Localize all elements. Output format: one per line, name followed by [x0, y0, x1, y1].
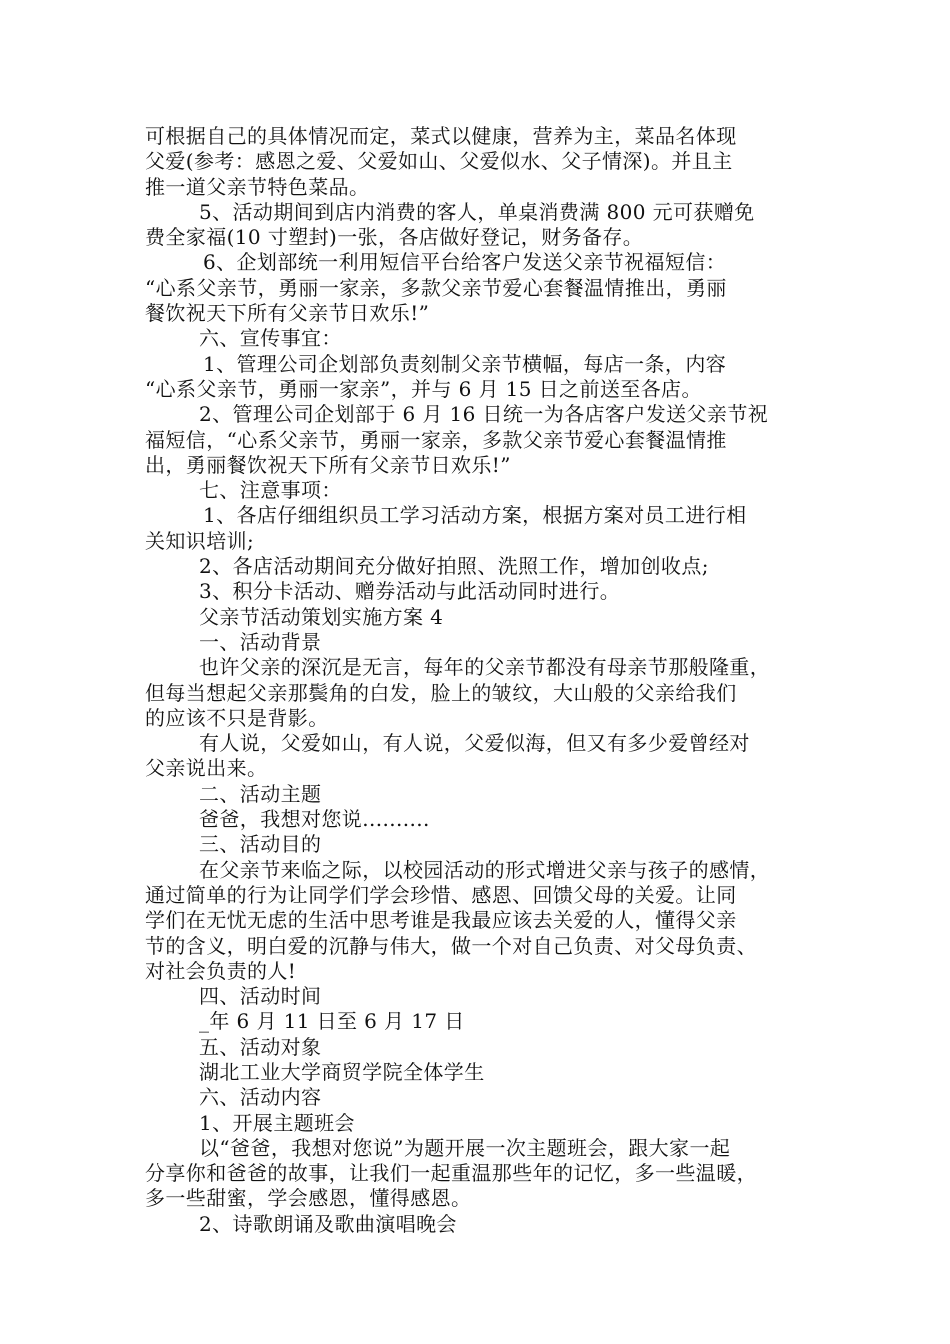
text-line: 1、开展主题班会: [199, 1110, 355, 1135]
text-line: 5、活动期间到店内消费的客人，单桌消费满 800 元可获赠免: [199, 199, 755, 224]
text-line: _年 6 月 11 日至 6 月 17 日: [199, 1009, 465, 1034]
text-line: 爸爸，我想对您说..........: [199, 807, 430, 832]
text-line: 出，勇丽餐饮祝天下所有父亲节日欢乐!”: [145, 452, 511, 477]
text-line: “心系父亲节，勇丽一家亲”，并与 6 月 15 日之前送至各店。: [145, 376, 702, 401]
text-line: 餐饮祝天下所有父亲节日欢乐!”: [145, 301, 430, 326]
text-line: 父爱(参考：感恩之爱、父爱如山、父爱似水、父子情深)。并且主: [145, 149, 733, 174]
text-line: 1、各店仔细组织员工学习活动方案，根据方案对员工进行相: [203, 503, 747, 528]
text-line: 2、诗歌朗诵及歌曲演唱晚会: [199, 1211, 457, 1236]
section-heading: 三、活动目的: [199, 832, 322, 857]
section-heading: 五、活动对象: [199, 1034, 322, 1059]
document-page: [145, 124, 825, 1237]
text-line: 节的含义，明白爱的沉静与伟大，做一个对自己负责、对父母负责、: [145, 933, 757, 958]
text-line: 湖北工业大学商贸学院全体学生: [199, 1059, 485, 1084]
text-line: 关知识培训;: [145, 528, 255, 553]
text-line: 学们在无忧无虑的生活中思考谁是我最应该去关爱的人，懂得父亲: [145, 908, 737, 933]
text-line: 多一些甜蜜，学会感恩，懂得感恩。: [145, 1186, 472, 1211]
text-line: 但每当想起父亲那鬓角的白发，脸上的皱纹，大山般的父亲给我们: [145, 680, 737, 705]
text-line: 分享你和爸爸的故事，让我们一起重温那些年的记忆，多一些温暖，: [145, 1161, 757, 1186]
text-line: 推一道父亲节特色菜品。: [145, 174, 370, 199]
text-line: 费全家福(10 寸塑封)一张，各店做好登记，财务备存。: [145, 225, 644, 250]
text-line: “心系父亲节，勇丽一家亲，多款父亲节爱心套餐温情推出，勇丽: [145, 275, 727, 300]
text-line: 通过简单的行为让同学们学会珍惜、感恩、回馈父母的关爱。让同: [145, 882, 737, 907]
text-line: 的应该不只是背影。: [145, 705, 329, 730]
text-line: 有人说，父爱如山，有人说，父爱似海，但又有多少爱曾经对: [199, 731, 750, 756]
section-heading: 六、活动内容: [199, 1085, 322, 1110]
text-line: 2、各店活动期间充分做好拍照、洗照工作，增加创收点;: [199, 554, 709, 579]
text-line: 对社会负责的人!: [145, 958, 297, 983]
text-line: 1、管理公司企划部负责刻制父亲节横幅，每店一条，内容: [203, 351, 727, 376]
text-line: 6、企划部统一利用短信平台给客户发送父亲节祝福短信：: [203, 250, 727, 275]
document-subtitle: 父亲节活动策划实施方案 4: [199, 604, 444, 629]
section-heading: 六、宣传事宜：: [199, 326, 342, 351]
section-heading: 七、注意事项：: [199, 478, 342, 503]
text-line: 福短信，“心系父亲节，勇丽一家亲，多款父亲节爱心套餐温情推: [145, 427, 727, 452]
section-heading: 四、活动时间: [199, 984, 322, 1009]
text-line: 父亲说出来。: [145, 756, 268, 781]
text-line: 在父亲节来临之际，以校园活动的形式增进父亲与孩子的感情，: [199, 857, 771, 882]
text-line: 以“爸爸，我想对您说”为题开展一次主题班会，跟大家一起: [199, 1135, 731, 1160]
text-line: 也许父亲的深沉是无言，每年的父亲节都没有母亲节那般隆重，: [199, 655, 771, 680]
section-heading: 一、活动背景: [199, 629, 322, 654]
text-line: 可根据自己的具体情况而定，菜式以健康，营养为主，菜品名体现: [145, 124, 737, 148]
text-line: 2、管理公司企划部于 6 月 16 日统一为各店客户发送父亲节祝: [199, 402, 769, 427]
section-heading: 二、活动主题: [199, 781, 322, 806]
text-line: 3、积分卡活动、赠券活动与此活动同时进行。: [199, 579, 621, 604]
